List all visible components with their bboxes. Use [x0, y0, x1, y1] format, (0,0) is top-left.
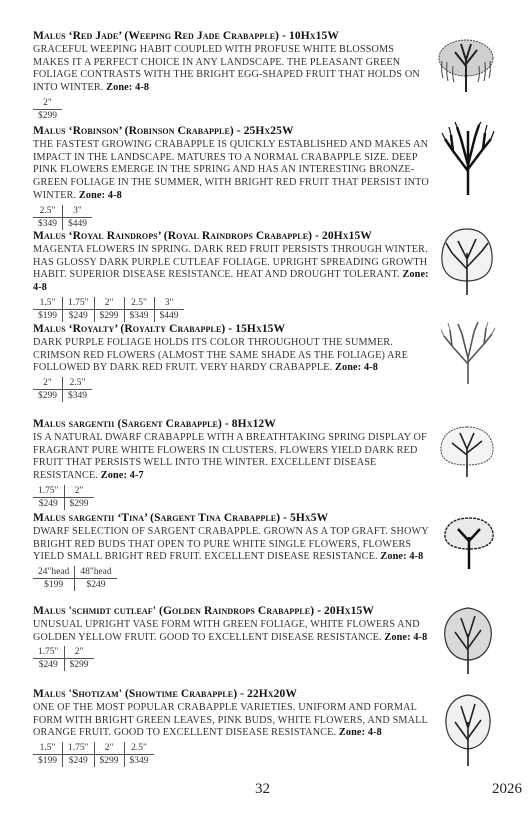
price-cell: $299 [94, 309, 124, 322]
price-cell: $349 [124, 755, 154, 768]
size-cell: 2.5" [124, 742, 154, 755]
size-cell: 2" [94, 297, 124, 310]
plant-title: Malus 'Shotizam' (Showtime Crabapple) - 22Hx20W [33, 688, 297, 700]
price-cell: $199 [44, 580, 64, 591]
plant-description: GRACEFUL WEEPING HABIT COUPLED WITH PROFUSE WHITE BLOSSOMS MAKES IT A PERFECT CHOICE IN ANY LANDSCAPE. THE PLEASANT GREEN FOLIAGE CONTRASTS WITH THE BRIGHT EGG-SHAPED FRUIT THAT HOLDS ON INTO WINTER. Zone: 4-8 [33, 44, 420, 94]
zone-label: Zone: [380, 551, 407, 563]
catalog-entry [33, 512, 433, 591]
size-cell: 1.75" [63, 742, 95, 755]
size-cell: 1.75" [33, 646, 64, 659]
price-cell: $299 [38, 391, 57, 402]
plant-description: ONE OF THE MOST POPULAR CRABAPPLE VARIETIES. UNIFORM AND FORMAL FORM WITH BRIGHT GREEN LEAVES, PINK BUDS, WHITE FLOWERS, AND SMALL ORANGE FRUIT. GOOD TO EXCELLENT DISEASE RESISTANCE. Zone: 4-8 [33, 702, 428, 739]
catalog-entry [33, 605, 433, 671]
plant-description: UNUSUAL UPRIGHT VASE FORM WITH GREEN FOLIAGE, WHITE FLOWERS AND GOLDEN YELLOW FRUIT. GOOD TO EXCELLENT DISEASE RESISTANCE. Zone: 4-8 [33, 619, 428, 643]
price-cell: $349 [38, 218, 57, 229]
price-table [33, 742, 154, 767]
catalog-entry [33, 230, 433, 322]
size-cell: 48"head [75, 566, 117, 579]
zone-value: 4-8 [33, 282, 48, 294]
spreading-tree-icon [441, 121, 495, 197]
price-cell: $299 [64, 659, 94, 672]
price-table [33, 377, 92, 402]
zone-value: 4-8 [135, 82, 150, 94]
standard-tree-icon [442, 515, 496, 571]
price-cell: $299 [94, 755, 124, 768]
catalog-entry [33, 323, 433, 402]
zone-value: 4-8 [413, 631, 428, 643]
plant-title: Malus 'schmidt cutleaf' (Golden Raindrops Crabapple) - 20Hx15W [33, 605, 374, 617]
price-cell: $199 [38, 756, 57, 767]
size-cell: 1.5" [33, 297, 63, 310]
zone-label: Zone: [338, 727, 366, 739]
size-cell: 2.5" [33, 205, 63, 218]
zone-value: 4-8 [367, 727, 382, 739]
plant-description: IS A NATURAL DWARF CRABAPPLE WITH A BREATHTAKING SPRING DISPLAY OF FRAGRANT PURE WHITE FLOWERS IN CLUSTERS. FLOWERS YIELD DARK RED FRUIT THAT PERSISTS WELL INTO THE WINTER. EXCELLENT DISEASE RESISTANCE. Zone: 4-7 [33, 432, 427, 482]
size-cell: 1.75" [33, 485, 64, 498]
plant-title: Malus ‘Red Jade’ (Weeping Red Jade Crabapple) - 10Hx15W [33, 30, 339, 42]
plant-description: THE FASTEST GROWING CRABAPPLE IS QUICKLY ESTABLISHED AND MAKES AN IMPACT IN THE LANDSCAPE. MATURES TO A NORMAL CRABAPPLE SIZE. DEEP PINK FLOWERS EMERGE IN THE SPRING AND HAS AN INTERESTING BRONZE-GREEN FOLIAGE IN THE SUMMER, WITH BRIGHT RED FRUIT THAT PERSIST INTO WINTER. Zone: 4-8 [33, 139, 429, 201]
zone-value: 4-8 [107, 189, 122, 201]
zone-value: 4-7 [129, 470, 144, 482]
zone-label: Zone: [78, 189, 106, 201]
size-cell: 3" [63, 205, 93, 218]
price-cell: $249 [38, 498, 58, 509]
price-cell: $349 [63, 390, 93, 403]
price-cell: $249 [63, 309, 95, 322]
spreading-tree-icon [440, 320, 496, 386]
size-cell: 2.5" [124, 297, 154, 310]
catalog-entry [33, 30, 433, 122]
plant-title: Malus ‘Royalty’ (Royalty Crabapple) - 15Hx15W [33, 323, 286, 335]
size-cell: 1.75" [63, 297, 95, 310]
zone-value: 4-8 [409, 551, 424, 563]
plant-description: DWARF SELECTION OF SARGENT CRABAPPLE. GROWN AS A TOP GRAFT. SHOWY BRIGHT RED BUDS THAT OPEN TO PURE WHITE SINGLE FLOWERS, FLOWERS YIELD SMALL BRIGHT RED FRUIT. EXCELLENT DISEASE RESISTANCE. Zone: 4-8 [33, 526, 429, 563]
price-table [33, 485, 94, 510]
vase-tree-icon [441, 604, 495, 676]
zone-label: Zone: [335, 362, 362, 374]
price-cell: $199 [38, 310, 57, 321]
size-cell: 2" [64, 646, 94, 659]
price-table [33, 205, 92, 230]
size-cell: 2" [33, 97, 62, 110]
catalog-year: 2026 [492, 781, 522, 797]
price-cell: $449 [154, 309, 184, 322]
plant-title: Malus ‘Royal Raindrops’ (Royal Raindrops Crabapple) - 20Hx15W [33, 230, 372, 242]
catalog-entry [33, 688, 433, 767]
upright-tree-icon [441, 692, 495, 768]
weeping-tree-icon [437, 36, 495, 96]
price-table [33, 566, 117, 591]
price-table [33, 646, 94, 671]
price-cell: $249 [38, 660, 58, 671]
plant-title: Malus sargentii ‘Tina’ (Sargent Tina Crabapple) - 5Hx5W [33, 512, 329, 524]
zone-value: 4-8 [363, 362, 378, 374]
price-cell: $249 [63, 755, 95, 768]
price-cell: $299 [64, 497, 94, 510]
catalog-entry [33, 125, 433, 230]
price-cell: $249 [75, 579, 117, 592]
plant-description: MAGENTA FLOWERS IN SPRING. DARK RED FRUIT PERSISTS THROUGH WINTER. HAS GLOSSY DARK PURPLE CUTLEAF FOLIAGE. UPRIGHT SPREADING GROWTH HABIT. SUPERIOR DISEASE RESISTANCE. HEAT AND DROUGHT TOLERANT. Zone: 4-8 [33, 244, 429, 294]
size-cell: 2" [94, 742, 124, 755]
zone-label: Zone: [100, 470, 127, 482]
size-cell: 2.5" [63, 377, 93, 390]
rounded-tree-icon [440, 223, 494, 297]
size-cell: 2" [64, 485, 94, 498]
price-cell: $349 [124, 309, 154, 322]
size-cell: 2" [33, 377, 63, 390]
catalog-entry [33, 418, 433, 510]
plant-description: DARK PURPLE FOLIAGE HOLDS ITS COLOR THROUGHOUT THE SUMMER. CRIMSON RED FLOWERS (ALMOST THE SAME SHADE AS THE FOLIAGE) ARE FOLLOWED BY DARK RED FRUIT. VERY HARDY CRABAPPLE. Zone: 4-8 [33, 337, 408, 374]
price-cell: $449 [63, 217, 93, 230]
size-cell: 1.5" [33, 742, 63, 755]
plant-title: Malus sargentii (Sargent Crabapple) - 8Hx12W [33, 418, 276, 430]
zone-label: Zone: [106, 82, 133, 94]
plant-title: Malus ‘Robinson’ (Robinson Crabapple) - 25Hx25W [33, 125, 294, 137]
zone-label: Zone: [384, 631, 411, 643]
zone-label: Zone: [402, 269, 429, 281]
price-table [33, 97, 62, 122]
rounded-tree-icon [438, 423, 496, 479]
page-number: 32 [255, 781, 270, 797]
size-cell: 3" [154, 297, 184, 310]
price-table [33, 297, 184, 322]
price-cell: $299 [38, 110, 57, 121]
size-cell: 24"head [33, 566, 75, 579]
